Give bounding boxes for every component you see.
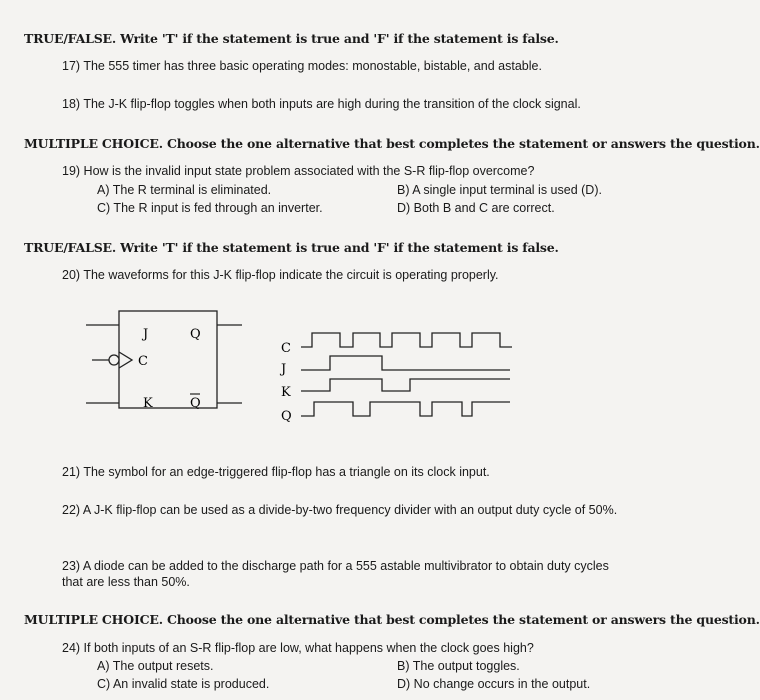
clock-triangle	[119, 352, 132, 368]
question-19-option-a: A) The R terminal is eliminated.	[97, 183, 272, 197]
question-19-option-c: C) The R input is fed through an inverter.	[97, 201, 323, 215]
k-waveform	[301, 379, 510, 391]
section-heading-multiple-choice-2: MULTIPLE CHOICE. Choose the one alternative that best completes the statement or answers the question.	[24, 612, 760, 627]
question-24-option-b: B) The output toggles.	[397, 659, 520, 673]
question-24-option-d: D) No change occurs in the output.	[397, 677, 591, 691]
question-19-option-b: B) A single input terminal is used (D).	[397, 183, 602, 197]
question-24: 24) If both inputs of an S-R flip-flop are low, what happens when the clock goes high?	[62, 641, 534, 655]
wave-label-j: J	[281, 362, 287, 377]
ff-label-j: J	[143, 327, 149, 342]
clock-waveform	[301, 333, 512, 347]
question-23: 23) A diode can be added to the discharge path for a 555 astable multivibrator to obtain duty cycles that are less than 50%.	[62, 559, 609, 589]
wave-label-q: Q	[281, 409, 292, 424]
ff-label-c: C	[138, 354, 148, 369]
question-24-option-c: C) An invalid state is produced.	[97, 677, 270, 691]
ff-label-qbar: Q	[190, 396, 201, 411]
question-19-option-d: D) Both B and C are correct.	[397, 201, 555, 215]
flip-flop-box	[119, 311, 217, 408]
q-waveform	[301, 402, 510, 416]
jk-flip-flop-diagram	[80, 300, 530, 430]
question-17: 17) The 555 timer has three basic operating modes: monostable, bistable, and astable.	[62, 59, 542, 73]
question-19: 19) How is the invalid input state problem associated with the S-R flip-flop overcome?	[62, 164, 535, 178]
wave-label-c: C	[281, 341, 291, 356]
question-24-option-a: A) The output resets.	[97, 659, 214, 673]
question-22: 22) A J-K flip-flop can be used as a divide-by-two frequency divider with an output duty cycle of 50%.	[62, 503, 618, 517]
wave-label-k: K	[281, 385, 291, 400]
j-waveform	[301, 356, 510, 370]
section-heading-true-false-2: TRUE/FALSE. Write 'T' if the statement is true and 'F' if the statement is false.	[24, 240, 559, 255]
ff-label-q: Q	[190, 327, 201, 342]
ff-label-k: K	[143, 396, 153, 411]
section-heading-multiple-choice-1: MULTIPLE CHOICE. Choose the one alternative that best completes the statement or answers the question.	[24, 136, 760, 151]
question-21: 21) The symbol for an edge-triggered flip-flop has a triangle on its clock input.	[62, 465, 490, 479]
clock-inversion-bubble	[109, 355, 119, 365]
question-18: 18) The J-K flip-flop toggles when both inputs are high during the transition of the clock signal.	[62, 97, 581, 111]
section-heading-true-false-1: TRUE/FALSE. Write 'T' if the statement is true and 'F' if the statement is false.	[24, 31, 559, 46]
question-20: 20) The waveforms for this J-K flip-flop indicate the circuit is operating properly.	[62, 268, 499, 282]
